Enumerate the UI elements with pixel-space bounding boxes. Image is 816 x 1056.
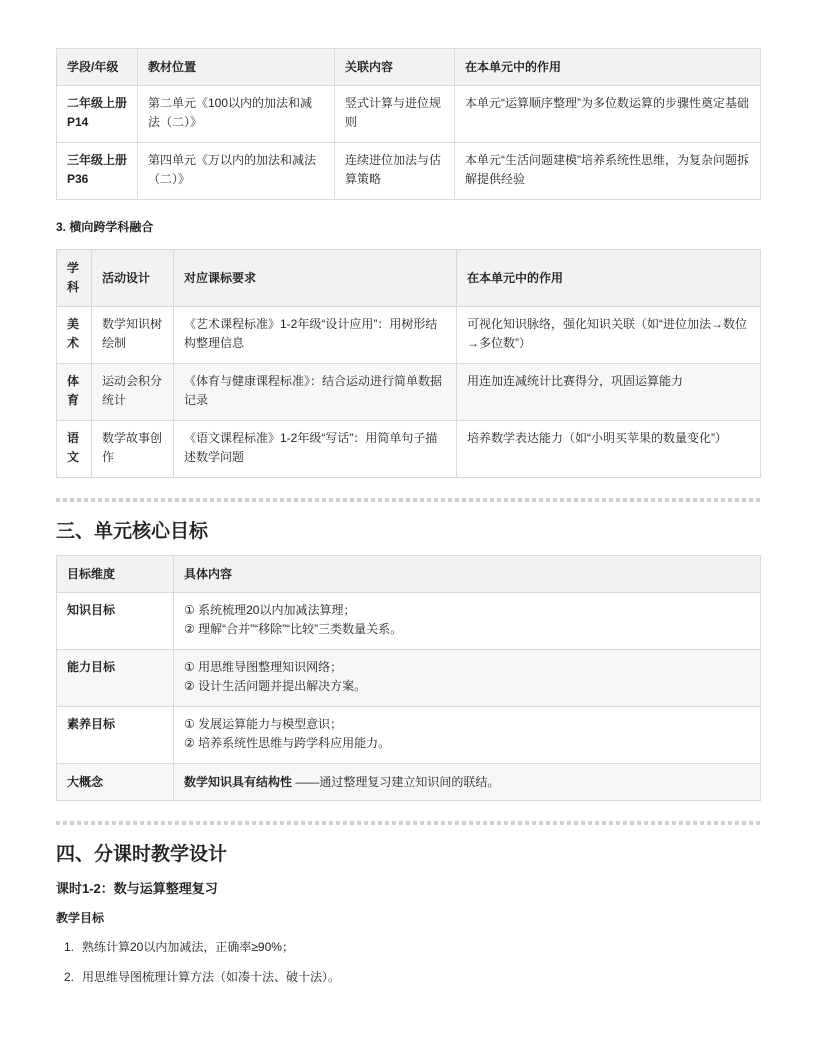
role-cell: 用连加连减统计比赛得分，巩固运算能力 [457,364,761,421]
list-text: 熟练计算20以内加减法，正确率≥90%； [82,940,294,954]
table-row [57,707,761,764]
list-number: 1. [64,940,75,954]
activity-cell: 数学知识树绘制 [92,307,174,364]
table-row [57,143,761,200]
goal-line: ① 用思维导图整理知识网络； [184,660,343,674]
goal-content-cell [174,593,761,650]
goal-line: ① 系统梳理20以内加减法算理； [184,603,356,617]
role-cell: 本单元“运算顺序整理”为多位数运算的步骤性奠定基础 [455,86,761,143]
activity-cell: 数学故事创作 [92,421,174,478]
subject-cell: 体育 [57,364,92,421]
goal-line: ② 培养系统性思维与跨学科应用能力。 [184,736,391,750]
related-content-cell: 竖式计算与进位规则 [335,86,455,143]
table-row [57,364,761,421]
cross-subject-subheading: 3. 横向跨学科融合 [56,220,154,234]
textbook-location-cell: 第二单元《100以内的加法和减法（二）》 [138,86,335,143]
activity-cell: 运动会积分统计 [92,364,174,421]
goal-content-cell [174,650,761,707]
cross-subject-table [56,249,761,478]
big-concept-bold: 数学知识具有结构性 [184,774,293,789]
table-header-cell: 学段/年级 [57,49,138,86]
goals-list [56,938,760,986]
table-row [57,764,761,801]
related-content-cell: 连续进位加法与估算策略 [335,143,455,200]
table-row [57,421,761,478]
table-header-cell: 学科 [57,250,92,307]
role-cell: 培养数学表达能力（如“小明买苹果的数量变化”） [457,421,761,478]
table-header-row [57,250,761,307]
subject-cell: 语文 [57,421,92,478]
core-goals-table [56,555,761,801]
goals-heading: 教学目标 [56,911,105,925]
table-header-cell: 活动设计 [92,250,174,307]
grade-cell: 三年级上册P36 [57,143,138,200]
list-item [64,938,760,956]
document-page [56,48,760,998]
goal-line: ② 理解“合并”“移除”“比较”三类数量关系。 [184,622,403,636]
role-cell: 可视化知识脉络，强化知识关联（如“进位加法→数位→多位数”） [457,307,761,364]
goal-dimension-cell: 素养目标 [57,707,174,764]
table-header-cell: 具体内容 [174,556,761,593]
table-header-row [57,49,761,86]
standard-cell: 《语文课程标准》1-2年级“写话”：用简单句子描述数学问题 [174,421,457,478]
table-header-cell: 关联内容 [335,49,455,86]
section-divider [56,498,760,502]
standard-cell: 《艺术课程标准》1-2年级“设计应用”：用树形结构整理信息 [174,307,457,364]
goal-dimension-cell: 知识目标 [57,593,174,650]
goal-content-cell [174,707,761,764]
vertical-link-table [56,48,761,200]
section-divider [56,821,760,825]
standard-cell: 《体育与健康课程标准》：结合运动进行简单数据记录 [174,364,457,421]
section-title: 四、分课时教学设计 [56,844,228,865]
table-header-row [57,556,761,593]
role-cell: 本单元“生活问题建模”培养系统性思维，为复杂问题拆解提供经验 [455,143,761,200]
big-concept-rest: ——通过整理复习建立知识间的联结。 [292,774,500,789]
goal-line: ① 发展运算能力与模型意识； [184,717,343,731]
lesson-title: 课时1-2：数与运算整理复习 [56,881,218,896]
list-text: 用思维导图梳理计算方法（如凑十法、破十法）。 [82,970,341,984]
goal-dimension-cell: 大概念 [57,764,174,801]
table-header-cell: 教材位置 [138,49,335,86]
table-header-cell: 对应课标要求 [174,250,457,307]
table-row [57,650,761,707]
table-row [57,593,761,650]
list-number: 2. [64,970,75,984]
section-title: 三、单元核心目标 [56,521,209,542]
list-item [64,968,760,986]
table-header-cell: 目标维度 [57,556,174,593]
big-concept-cell [174,764,761,801]
table-row [57,86,761,143]
subject-cell: 美术 [57,307,92,364]
goal-line: ② 设计生活问题并提出解决方案。 [184,679,367,693]
table-row [57,307,761,364]
grade-cell: 二年级上册P14 [57,86,138,143]
textbook-location-cell: 第四单元《万以内的加法和减法（二）》 [138,143,335,200]
table-header-cell: 在本单元中的作用 [457,250,761,307]
goal-dimension-cell: 能力目标 [57,650,174,707]
table-header-cell: 在本单元中的作用 [455,49,761,86]
